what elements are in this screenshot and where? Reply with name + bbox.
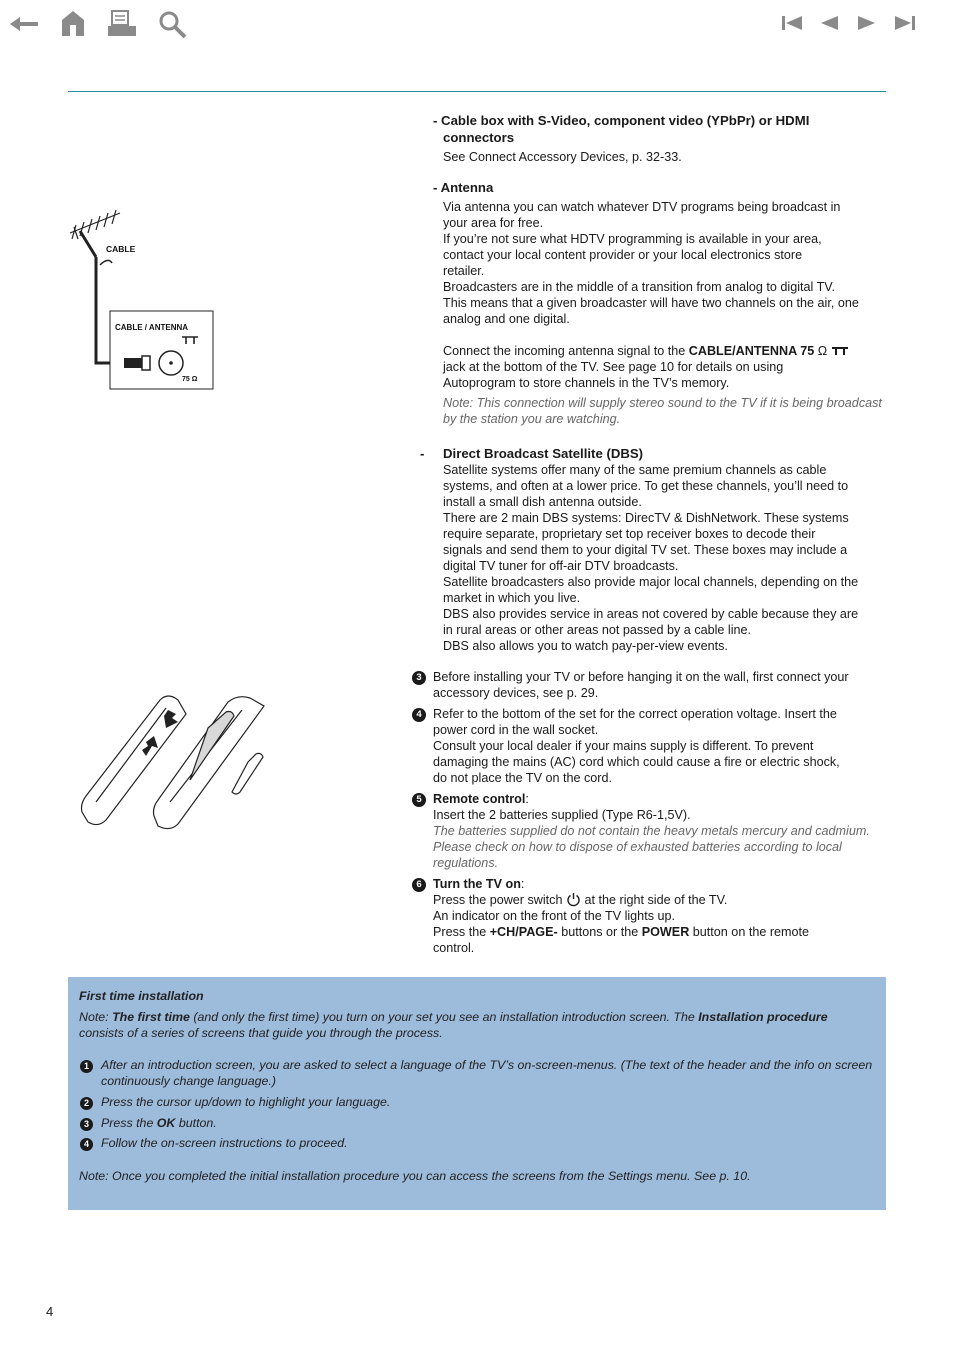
remote-battery-figure [78, 692, 273, 832]
dbs-line: Satellite broadcasters also provide major local channels, depending on the [443, 575, 859, 589]
step-6: Turn the TV on: Press the power switch at the right side of the TV. An indicator on the front of the TV lights up. Press the +CH/PAGE- buttons or the POWER button on the remote control. [433, 877, 810, 955]
antenna-section [433, 179, 885, 427]
dbs-heading: Direct Broadcast Satellite (DBS) [443, 446, 644, 461]
antenna-line: contact your local content provider or your local electronics store [443, 248, 803, 262]
remote-control-title: Remote control [433, 792, 526, 806]
ohm-label: 75 Ω [182, 376, 198, 383]
install-box-note-end: consists of a series of screens that guide you through the process. [79, 1026, 443, 1040]
antenna-connect-line: Connect the incoming antenna signal to the CABLE/ANTENNA 75 Ω [443, 343, 885, 359]
install-step: Press the cursor up/down to highlight your language. [101, 1095, 391, 1109]
antenna-line: If you’re not sure what HDTV programming is available in your area, [443, 232, 822, 246]
dbs-line: require separate, proprietary set top receiver boxes to decode their [443, 527, 816, 541]
cablebox-heading-cont: connectors [443, 130, 515, 145]
antenna-line: Broadcasters are in the middle of a transition from analog to digital TV. [443, 280, 836, 294]
antenna-line: Via antenna you can watch whatever DTV programs being broadcast in [443, 200, 841, 214]
previous-icon[interactable] [818, 14, 840, 32]
step-number: 5 [412, 793, 426, 807]
install-step-number: 2 [80, 1097, 93, 1110]
skip-last-icon[interactable] [893, 14, 917, 32]
antenna-jack-icon [831, 346, 849, 356]
search-icon[interactable] [158, 10, 188, 40]
step-number: 4 [412, 708, 426, 722]
step-3: Before installing your TV or before hanging it on the wall, first connect your accessory devices, see p. 29. [433, 670, 849, 700]
antenna-heading: - Antenna [433, 180, 494, 195]
install-step-number: 3 [80, 1118, 93, 1131]
cablebox-heading: - Cable box with S-Video, component video (YPbPr) or HDMI [433, 113, 810, 128]
skip-first-icon[interactable] [780, 14, 804, 32]
dbs-line: DBS also provides service in areas not covered by cable because they are [443, 607, 859, 621]
dbs-line: install a small dish antenna outside. [443, 495, 642, 509]
antenna-line: retailer. [443, 264, 485, 278]
install-step: Follow the on-screen instructions to proceed. [101, 1136, 348, 1150]
dbs-line: There are 2 main DBS systems: DirecTV & DishNetwork. These systems [443, 511, 849, 525]
cable-label: CABLE [106, 244, 136, 254]
cablebox-section [433, 112, 885, 165]
print-icon[interactable] [106, 10, 138, 38]
step-number: 3 [412, 671, 426, 685]
install-step-number: 4 [80, 1138, 93, 1151]
dbs-line: signals and send them to your digital TV set. These boxes may include a [443, 543, 848, 557]
install-step: Press the OK button. [101, 1116, 217, 1130]
install-box-footer: Note: Once you completed the initial installation procedure you can access the screens from the Settings menu. See p. 10. [79, 1169, 751, 1183]
dbs-line: in rural areas or other areas not passed by a cable line. [443, 623, 752, 637]
install-box-note: Note: The first time (and only the first time) you turn on your set you see an installation introduction screen. The Installation procedure [79, 1010, 828, 1024]
step-4: Refer to the bottom of the set for the correct operation voltage. Insert the power cord in the wall socket. Consult your local dealer if your mains supply is different. To prevent damaging the mains (AC) cord which could cause a fire or electric shock, do not place the TV on the cord. [433, 707, 840, 785]
install-step: After an introduction screen, you are asked to select a language of the TV’s on-screen-menus. (The text of the header and the info on screen [101, 1058, 873, 1072]
first-time-installation-box [68, 977, 886, 1210]
dbs-line: DBS also allows you to watch pay-per-view events. [443, 639, 728, 653]
dbs-section [433, 445, 885, 654]
dbs-line: digital TV tuner for off-air DTV broadcasts. [443, 559, 679, 573]
step-5: Remote control: Insert the 2 batteries supplied (Type R6-1,5V). The batteries supplied do not contain the heavy metals mercury and cadmium. Please check on how to dispose of exhausted batteries according to local regulations. [433, 792, 870, 870]
dbs-line: market in which you live. [443, 591, 581, 605]
dbs-line: systems, and often at a lower price. To get these channels, you’ll need to [443, 479, 849, 493]
next-icon[interactable] [856, 14, 878, 32]
page-number: 4 [46, 1304, 54, 1319]
antenna-note: Note: This connection will supply stereo sound to the TV if it is being broadcast [443, 396, 882, 410]
antenna-line: analog and one digital. [443, 312, 570, 326]
step-number: 6 [412, 878, 426, 892]
dbs-dash: - [420, 446, 425, 461]
antenna-connection-figure [66, 205, 226, 395]
antenna-note: by the station you are watching. [443, 412, 621, 426]
antenna-line: your area for free. [443, 216, 544, 230]
antenna-connect-line: jack at the bottom of the TV. See page 10 for details on using [443, 360, 784, 374]
antenna-line: This means that a given broadcaster will have two channels on the air, one [443, 296, 859, 310]
home-icon[interactable] [59, 8, 87, 38]
back-arrow-icon[interactable] [8, 14, 40, 34]
install-step-number: 1 [80, 1060, 93, 1073]
cablebox-text: See Connect Accessory Devices, p. 32-33. [443, 150, 682, 164]
install-box-title: First time installation [79, 989, 204, 1003]
antenna-connect-line: Autoprogram to store channels in the TV’s memory. [443, 376, 730, 390]
dbs-line: Satellite systems offer many of the same premium channels as cable [443, 463, 827, 477]
power-icon [566, 892, 581, 907]
install-step: continuously change language.) [101, 1074, 276, 1088]
turn-on-title: Turn the TV on [433, 877, 521, 891]
cable-antenna-panel-label: CABLE / ANTENNA [115, 323, 189, 332]
header-rule [68, 91, 886, 92]
